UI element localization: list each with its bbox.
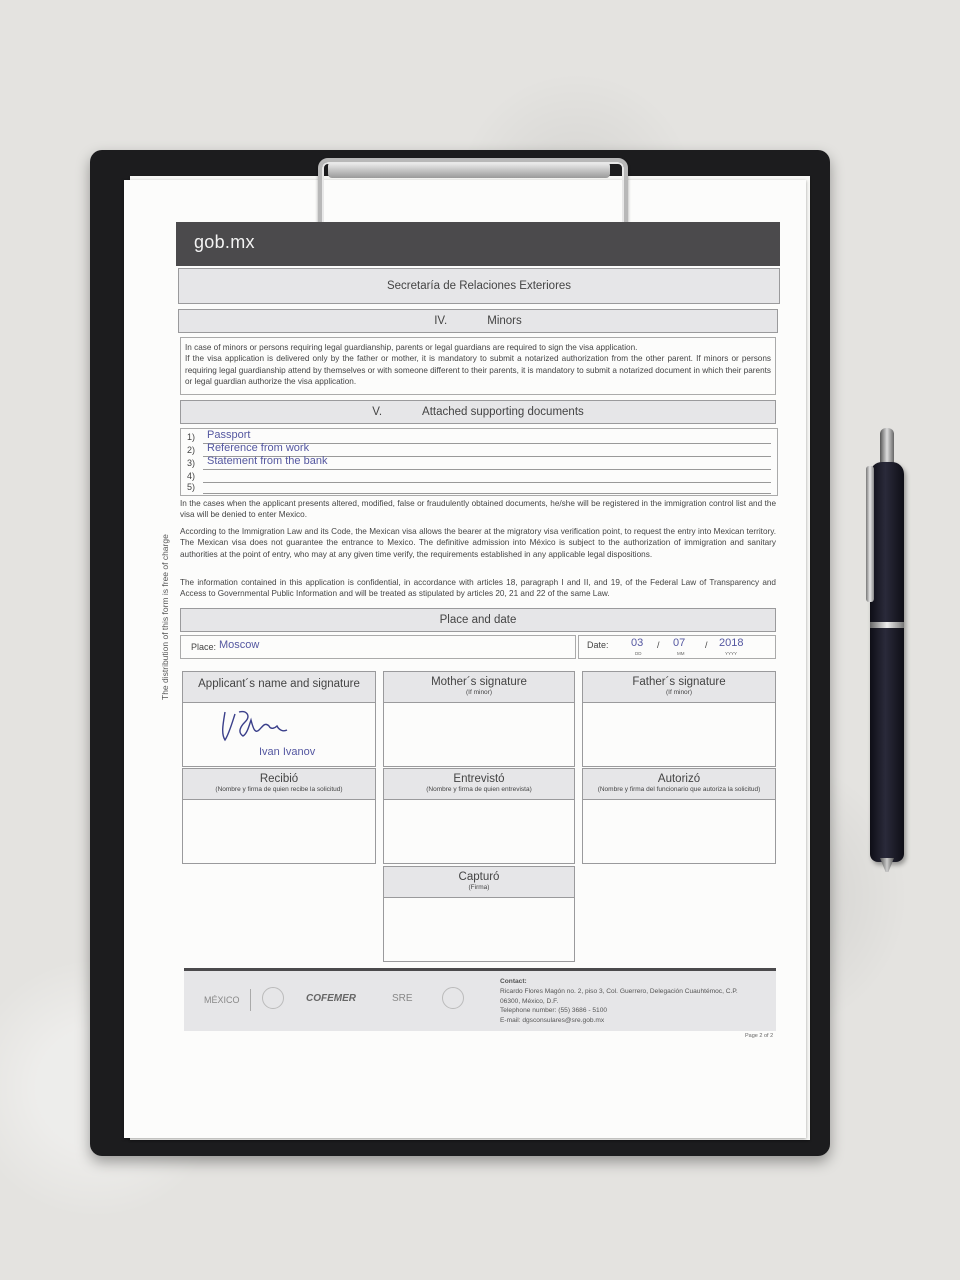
notice-confidentiality: The information contained in this application is confidential, in accordance with articles 18, paragraph I and II, and 19, of the Federal Law of Transparency and Access to Governmental Public Information and will be treated as stipulated by articles 20, 21 and 22 of the same Law. [180,578,776,599]
contact-city: 06300, México, D.F. [500,997,559,1005]
applicant-name: Ivan Ivanov [259,746,316,758]
minors-paragraph-1: In case of minors or persons requiring legal guardianship, parents or legal guardians are required to sign the visa application. [185,343,638,352]
footer-divider [250,989,251,1011]
documents-list [180,428,778,496]
notice-immigration-law: According to the Immigration Law and its Code, the Mexican visa allows the bearer at the migratory visa verification point, to request the entry into Mexican territory. The Mexican visa does not guarantee the entrance to Mexico. The definitive admission into México is subject to the authorization of immigration and sanitary authorities at the point of entry, who may at any given time verify, the requirements established in any applicable legal dispositions. [180,527,776,559]
cofemer-logo: COFEMER [306,993,356,1004]
section-iv-header [178,309,778,333]
applicant-signature-box[interactable] [182,671,376,767]
capturo-signature-box[interactable] [383,866,575,962]
document-entry[interactable]: Statement from the bank [207,455,328,467]
minors-paragraph-2: If the visa application is delivered only by the father or mother, it is mandatory to submit a notarized authorization from the other parent. If minors or persons requiring legal guardianship attend by themselves or with someone different to their parents, it is mandatory to submit a notarized document in which their parents or legal guardian authorize the visa application. [185,354,771,387]
applicant-handwritten-signature [217,706,317,746]
entrevisto-subtitle: (Nombre y firma de quien entrevista) [426,786,532,793]
free-distribution-note: The distribution of this form is free of charge [160,534,170,700]
recibio-title: Recibió [259,773,299,785]
capturo-title: Capturó [458,871,500,883]
mother-signature-box[interactable] [383,671,575,767]
father-signature-box[interactable] [582,671,776,767]
mexico-seal-icon [262,987,284,1009]
sre-logo: SRE [392,993,413,1004]
date-day: 03 [631,637,644,649]
autorizo-header [583,769,775,800]
recibio-signature-box[interactable] [182,768,376,864]
mother-signature-subtitle: (If minor) [466,689,492,696]
notice-fraud: In the cases when the applicant presents altered, modified, false or fraudulently obtained documents, he/she will be registered in the immigration control list and the visa will be denied to enter Mexico. [180,499,776,520]
contact-block [500,977,738,1026]
row-number: 5) [187,482,196,492]
entrevisto-signature-box[interactable] [383,768,575,864]
mexico-logo: MÉXICO [204,995,240,1005]
contact-title: Contact: [500,978,527,985]
pen-clip [866,466,874,602]
capturo-subtitle: (Firma) [468,884,490,891]
document-row [187,457,771,470]
form-footer [184,968,776,1031]
date-month: 07 [673,637,686,649]
date-field[interactable] [578,635,776,659]
date-separator: / [657,640,660,650]
agency-title [178,268,780,304]
place-field[interactable] [180,635,576,659]
entrevisto-header [384,769,574,800]
document-row [187,481,771,494]
section-v-title: Attached supporting documents [422,406,584,418]
date-label: Date: [587,640,609,650]
place-label: Place: [191,642,217,652]
pen-tip [880,858,894,872]
place-value: Moscow [219,639,260,651]
gob-mx-logo: gob.mx [194,232,255,252]
contact-address: Ricardo Flores Magón no. 2, piso 3, Col. Guerrero, Delegación Cuauhtémoc, C.P. [500,987,738,995]
pen [870,462,904,862]
father-signature-subtitle: (If minor) [666,689,692,696]
applicant-signature-header [183,672,375,703]
capturo-header [384,867,574,898]
mother-signature-title: Mother´s signature [431,676,527,688]
pen-ring [870,622,904,628]
place-date-title: Place and date [439,614,517,626]
header-banner [176,222,780,266]
contact-phone: Telephone number: (55) 3686 - 5100 [500,1007,608,1015]
date-separator: / [705,640,708,650]
autorizo-title: Autorizó [657,773,701,785]
row-number: 1) [187,432,196,442]
date-day-hint: DD [635,651,642,656]
autorizo-subtitle: (Nombre y firma del funcionario que autoriza la solicitud) [597,786,761,793]
document-entry[interactable]: Passport [207,429,251,441]
row-number: 2) [187,445,196,455]
date-year-hint: YYYY [725,651,738,656]
section-v-number: V. [372,406,383,418]
autorizo-signature-box[interactable] [582,768,776,864]
sre-seal-icon [442,987,464,1009]
date-year: 2018 [719,637,744,649]
page-number: Page 2 of 2 [745,1033,774,1039]
document-entry[interactable]: Reference from work [207,442,310,454]
mother-signature-header [384,672,574,703]
section-iv-title: Minors [487,315,522,327]
place-date-header [180,608,776,632]
date-month-hint: MM [677,651,685,656]
applicant-signature-title: Applicant´s name and signature [198,678,360,690]
section-v-header [180,400,776,424]
father-signature-title: Father´s signature [632,676,726,688]
row-number: 4) [187,471,196,481]
row-number: 3) [187,458,196,468]
contact-email: E-mail: dgsconsulares@sre.gob.mx [500,1017,605,1025]
entrevisto-title: Entrevistó [453,773,505,785]
father-signature-header [583,672,775,703]
minors-info-box [180,337,776,395]
recibio-subtitle: (Nombre y firma de quien recibe la solicitud) [215,786,343,793]
recibio-header [183,769,375,800]
agency-name: Secretaría de Relaciones Exteriores [386,280,572,292]
section-iv-number: IV. [434,315,448,327]
